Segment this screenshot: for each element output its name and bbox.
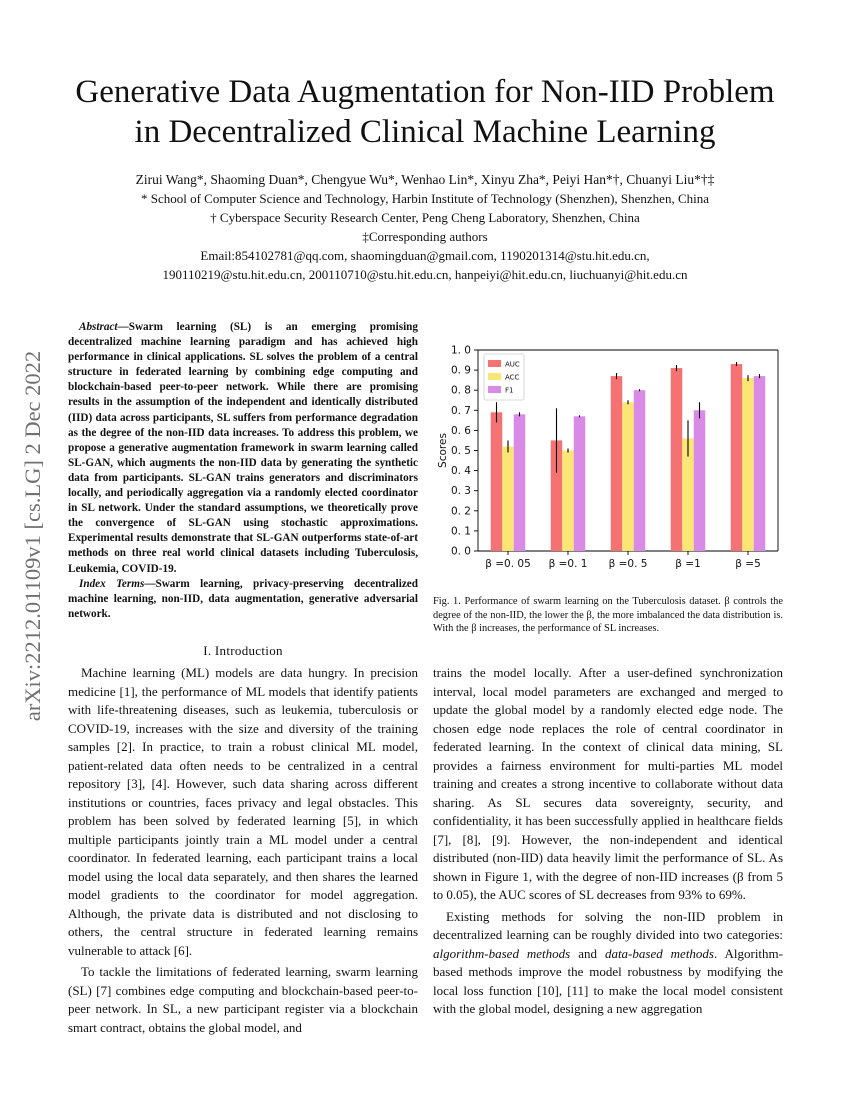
bar-acc <box>742 378 754 551</box>
y-tick-label: 0. 7 <box>450 404 471 417</box>
bar-f1 <box>634 390 646 551</box>
index-terms-text: —Swarm learning, privacy-preserving decentralized machine learning, non-IID, data augmentation, generative adversarial network. <box>68 577 418 620</box>
right-paragraph-1: trains the model locally. After a user-defined synchronization interval, local model parameters are exchanged and merged to update the global model by a randomly elected edge node. The chosen edge node replaces the role of central coordinator in federated learning. In the context of clinical data mining, SL provides a fairness environment for multi-parties ML model training and creates a strong incentive to collaborate without data sharing. As SL secures data sovereignty, security, and confidentiality, it has been successfully applied in healthcare fields [7], [8], [9]. However, the non-independent and identical distributed (non-IID) data heavily limit the performance of SL. As shown in Figure 1, with the degree of non-IID increases (β from 5 to 0.05), the AUC scores of SL decreases from 93% to 69%. <box>433 665 783 902</box>
index-terms <box>68 577 418 622</box>
legend-swatch-f1 <box>488 386 501 393</box>
p2-text-c: . Algorithm-based methods improve the model robustness by modifying the local loss function [10], [11] to make the local model consistent with the global model, designing a new aggregation <box>433 945 783 1016</box>
x-tick-label: β =0. 1 <box>548 558 588 570</box>
bar-f1 <box>574 416 586 551</box>
author-block <box>40 170 810 284</box>
author-names: Zirui Wang*, Shaoming Duan*, Chengyue Wu*, Wenhao Lin*, Xinyu Zha*, Peiyi Han*†, Chuanyi Liu*†‡ <box>135 172 715 187</box>
intro-paragraph-2: To tackle the limitations of federated learning, swarm learning (SL) [7] combines edge computing and blockchain-based peer-to-peer network. In SL, a new participant register via a blockchain smart contract, obtains the global model, and <box>68 964 418 1035</box>
y-tick-label: 0. 0 <box>450 545 471 558</box>
abstract <box>68 320 418 622</box>
x-tick-label: β =5 <box>735 558 761 570</box>
y-tick-label: 0. 9 <box>450 364 471 377</box>
p2-emphasis-1: algorithm-based methods <box>433 945 571 961</box>
email-line-1: Email:854102781@qq.com, shaomingduan@gmail.com, 1190201314@stu.hit.edu.cn, <box>200 248 650 263</box>
affiliation-2: † Cyberspace Security Research Center, Peng Cheng Laboratory, Shenzhen, China <box>210 210 640 225</box>
bar-acc <box>562 451 574 552</box>
abstract-text: —Swarm learning (SL) is an emerging promising decentralized machine learning paradigm and has achieved high performance in clinical applications. SL solves the problem of a central structure in federated learning by combining edge computing and blockchain-based peer-to-peer network. While there are promising results in the assumption of the independent and identically distributed (IID) data across participants, SL suffers from performance degradation as the degree of the non-IID data increases. To address this problem, we propose a generative augmentation framework in swarm learning called SL-GAN, which augments the non-IID data by generating the synthetic data from participants. SL-GAN trains generators and discriminators locally, and periodically aggregation via a randomly elected coordinator in SL network. Under the standard assumptions, we theoretically prove the convergence of SL-GAN using stochastic approximations. Experimental results demonstrate that SL-GAN outperforms state-of-art methods on three real world clinical datasets including Tuberculosis, Leukemia, COVID-19. <box>68 321 418 575</box>
y-tick-label: 0. 1 <box>450 525 471 538</box>
bar-auc <box>491 412 503 551</box>
figure-1-caption <box>433 595 783 636</box>
left-column <box>68 664 418 1040</box>
legend-label-auc: AUC <box>505 360 520 369</box>
arxiv-id: arXiv:2212.01109v1 [cs.LG] 2 Dec 2022 <box>20 350 45 722</box>
bar-chart-svg <box>433 338 783 578</box>
y-tick-label: 0. 8 <box>450 384 471 397</box>
intro-paragraph-1: Machine learning (ML) models are data hungry. In precision medicine [1], the performance of ML models that identify patients with life-threatening diseases, such as leukemia, tuberculosis or COVID-19, increases with the size and diversity of the training samples [2]. In practice, to train a robust clinical ML model, patient-related data often needs to be centralized in a central repository [3], [4]. However, such data sharing across different institutions or countries, faces privacy and legal obstacles. This problem has been solved by federated learning [5], in which multiple participants jointly train a ML model under a central coordinator. In federated learning, each participant trains a local model using the local data separately, and then shares the learned model gradients to the coordinator for model aggregation. Although, the private data is distributed and not disclosing to others, the central structure in federated learning remains vulnerable to attack [6]. <box>68 665 418 958</box>
bar-f1 <box>694 410 706 551</box>
p2-emphasis-2: data-based methods <box>604 945 714 961</box>
x-tick-label: β =0. 05 <box>485 558 531 570</box>
y-tick-label: 0. 2 <box>450 505 471 518</box>
paper-title <box>40 72 810 152</box>
bar-auc <box>611 376 623 551</box>
bar-auc <box>671 368 683 551</box>
email-line-2: 190110219@stu.hit.edu.cn, 200110710@stu.hit.edu.cn, hanpeiyi@hit.edu.cn, liuchuanyi@hit.edu.cn <box>162 267 688 282</box>
affiliation-1: * School of Computer Science and Technology, Harbin Institute of Technology (Shenzhen), Shenzhen, China <box>140 191 709 206</box>
legend-swatch-acc <box>488 373 501 380</box>
x-tick-label: β =0. 5 <box>608 558 648 570</box>
bar-acc <box>502 446 514 551</box>
corresponding-note: ‡Corresponding authors <box>362 229 488 244</box>
legend-label-f1: F1 <box>505 386 514 395</box>
legend-swatch-auc <box>488 360 501 367</box>
title-line-2: in Decentralized Clinical Machine Learning <box>134 114 716 150</box>
section-heading <box>68 643 418 659</box>
section-heading-text: I. Introduction <box>203 643 283 658</box>
figure-1-chart <box>433 338 783 578</box>
p2-text-b: and <box>570 945 605 961</box>
y-axis-label: Scores <box>437 433 449 468</box>
legend-label-acc: ACC <box>505 373 520 382</box>
bar-f1 <box>514 414 526 551</box>
y-tick-label: 0. 5 <box>450 445 471 457</box>
y-tick-label: 0. 6 <box>450 424 471 437</box>
title-line-1: Generative Data Augmentation for Non-IID Problem <box>75 74 775 110</box>
abstract-label: Abstract <box>79 321 118 333</box>
x-tick-label: β =1 <box>675 558 701 570</box>
abstract-paragraph <box>68 320 418 577</box>
right-paragraph-2 <box>433 908 783 1019</box>
y-tick-label: 0. 4 <box>450 465 471 478</box>
index-terms-label: Index Terms <box>79 577 145 590</box>
p2-text-a: Existing methods for solving the non-IID problem in decentralized learning can be roughly divided into two categories: <box>433 908 783 942</box>
right-column <box>433 664 783 1022</box>
y-tick-label: 0. 3 <box>450 485 471 498</box>
bar-auc <box>731 364 743 551</box>
bar-acc <box>622 402 634 551</box>
bar-f1 <box>754 376 766 551</box>
arxiv-sidebar <box>8 296 58 776</box>
caption-text: Fig. 1. Performance of swarm learning on the Tuberculosis dataset. β controls the degree of the non-IID, the lower the β, the more imbalanced the data distribution is. With the β increases, the performance of SL increases. <box>433 596 783 635</box>
y-tick-label: 1. 0 <box>450 344 471 357</box>
